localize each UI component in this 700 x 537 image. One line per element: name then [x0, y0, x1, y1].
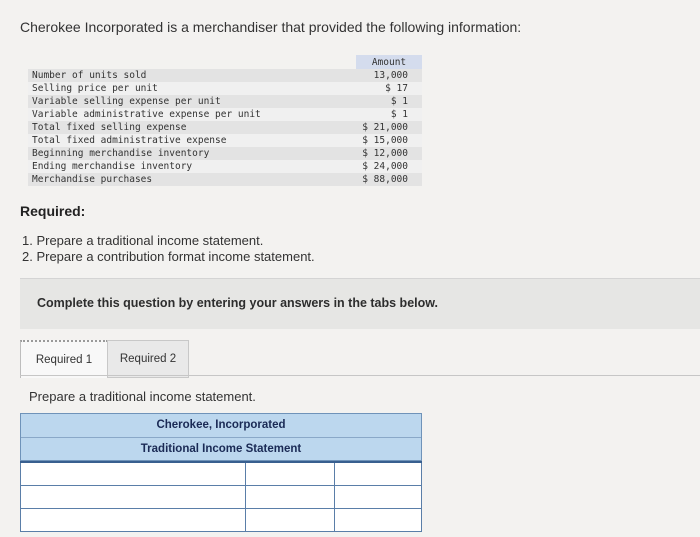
row-label: Ending merchandise inventory: [28, 160, 356, 173]
table-row: [21, 509, 422, 532]
row-label: Beginning merchandise inventory: [28, 147, 356, 160]
table-row: [28, 173, 422, 186]
intro-text: Cherokee Incorporated is a merchandiser that provided the following information:: [20, 19, 522, 35]
line-item-input[interactable]: [21, 462, 246, 486]
required-item: 2. Prepare a contribution format income statement.: [22, 249, 315, 264]
income-statement-form: [20, 413, 422, 532]
table-row: [28, 69, 422, 82]
table-row: [21, 486, 422, 509]
row-value: $ 1: [356, 108, 422, 121]
required-heading: Required:: [20, 203, 86, 219]
row-label: Selling price per unit: [28, 82, 356, 95]
row-value: 13,000: [356, 69, 422, 82]
tab-required-1[interactable]: Required 1: [20, 340, 108, 378]
row-value: $ 21,000: [356, 121, 422, 134]
row-label: Total fixed selling expense: [28, 121, 356, 134]
amount-column-header: Amount: [356, 55, 422, 69]
instruction-banner: [20, 278, 700, 329]
row-label: Total fixed administrative expense: [28, 134, 356, 147]
statement-header: [20, 413, 422, 461]
given-data-table: [28, 55, 422, 186]
panel-prompt: Prepare a traditional income statement.: [29, 389, 256, 404]
table-row: [28, 160, 422, 173]
row-value: $ 15,000: [356, 134, 422, 147]
total-input[interactable]: [335, 509, 422, 532]
required-list: [22, 233, 315, 265]
line-item-input[interactable]: [21, 486, 246, 509]
amount-input[interactable]: [246, 509, 335, 532]
line-item-input[interactable]: [21, 509, 246, 532]
total-input[interactable]: [335, 462, 422, 486]
table-row: [28, 82, 422, 95]
statement-company: Cherokee, Incorporated: [21, 414, 421, 438]
table-row: [28, 121, 422, 134]
row-label: Number of units sold: [28, 69, 356, 82]
tab-required-2[interactable]: Required 2: [107, 340, 189, 378]
statement-grid: [20, 461, 422, 532]
row-value: $ 24,000: [356, 160, 422, 173]
instruction-text: Complete this question by entering your answers in the tabs below.: [37, 296, 438, 310]
required-item: 1. Prepare a traditional income statement.: [22, 233, 264, 248]
row-value: $ 12,000: [356, 147, 422, 160]
row-label: Merchandise purchases: [28, 173, 356, 186]
table-row: [28, 134, 422, 147]
table-row: [28, 147, 422, 160]
statement-title: Traditional Income Statement: [140, 443, 302, 455]
amount-input[interactable]: [246, 486, 335, 509]
tab-panel: [20, 375, 700, 537]
total-input[interactable]: [335, 486, 422, 509]
label-column-header: [28, 55, 356, 69]
row-label: Variable administrative expense per unit: [28, 108, 356, 121]
table-row: [21, 462, 422, 486]
row-label: Variable selling expense per unit: [28, 95, 356, 108]
row-value: $ 88,000: [356, 173, 422, 186]
row-value: $ 1: [356, 95, 422, 108]
amount-input[interactable]: [246, 462, 335, 486]
table-row: [28, 95, 422, 108]
table-row: [28, 108, 422, 121]
row-value: $ 17: [356, 82, 422, 95]
